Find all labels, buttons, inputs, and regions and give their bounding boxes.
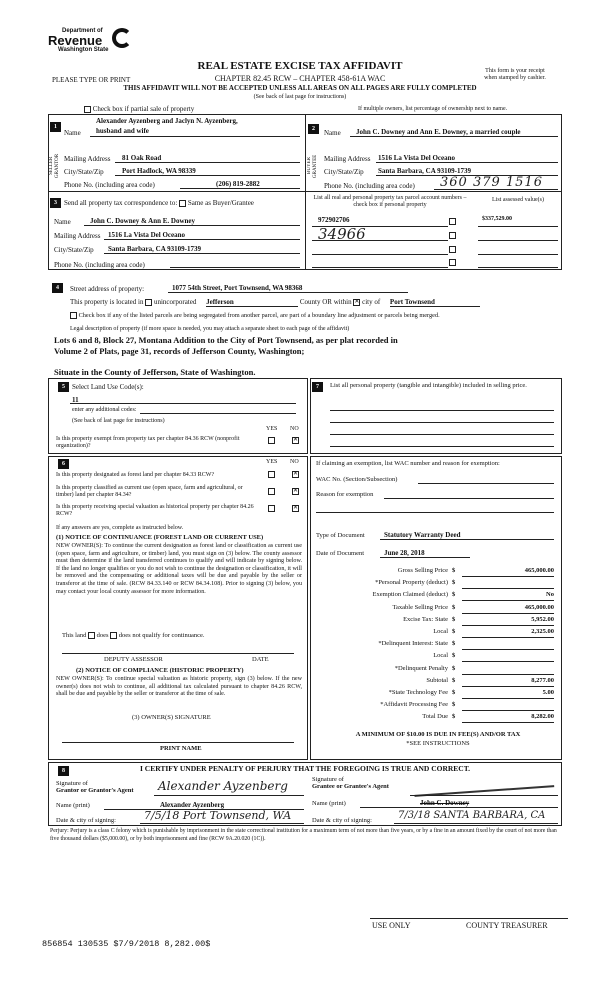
tax-row-label: Local [433,627,448,635]
seller-mailing: 81 Oak Road [122,154,162,162]
cert-title: I CERTIFY UNDER PENALTY OF PERJURY THAT THE FOREGOING IS TRUE AND CORRECT. [140,764,471,773]
tax-row-label: *Delinquent Interest: State [378,640,448,648]
located-row [70,298,560,307]
current-use-no-checkbox[interactable]: ✕ [293,488,299,494]
deputy-date: DATE [252,656,269,663]
tax-row-label: Gross Selling Price [397,567,448,574]
tax-row-currency: $ [452,615,456,623]
seller-mailing-label: Mailing Address [64,155,111,163]
does-checkbox[interactable] [88,632,95,639]
buyer-phone-label: Phone No. (including area code) [324,182,415,190]
unincorporated-label: unincorporated [153,298,197,306]
tax-row-value: 5.00 [462,689,554,699]
buyer-name-label: Name [324,129,341,137]
street-value: 1077 54th Street, Port Townsend, WA 98368 [172,284,303,292]
tax-row-value: 5,952.00 [462,616,554,626]
does-label: does [96,632,109,639]
land-use-yes: YES [266,426,278,432]
sec6-if-yes: If any answers are yes, complete as instructed below. [56,525,184,531]
city-value: Port Townsend [390,298,480,307]
partial-sale-checkbox[interactable] [84,106,91,113]
tax-row-currency: $ [452,591,456,599]
notice1-title: (1) NOTICE OF CONTINUANCE (FOREST LAND OR CURRENT USE) [56,534,264,541]
use-only: USE ONLY [372,921,411,930]
corr-city: Santa Barbara, CA 93109-1739 [108,245,201,253]
tax-row-currency: $ [452,701,456,709]
tax-row [316,712,560,724]
legal-2: Volume 2 of Plats, page 31, records of Jefferson County, Washington; [54,346,305,356]
see-back: (See back of last page for instructions) [253,94,347,100]
grantor-signature[interactable]: Alexander Ayzenberg [158,779,288,793]
grantee-sig-label1: Signature of [312,776,344,783]
tax-row [316,639,560,651]
section-7-badge: 7 [312,382,323,392]
partial-sale [84,105,194,113]
assessed-header: List assessed value(s) [492,197,544,203]
tax-row-label: *Delinquent Penalty [394,664,448,672]
tax-row-value: 465,000.00 [462,567,554,577]
tax-row [316,603,560,615]
please-type: PLEASE TYPE OR PRINT [52,76,131,84]
partial-sale-label: Check box if partial sale of property [92,105,195,113]
buyer-city-label: City/State/Zip [324,168,364,176]
seller-phone: (206) 819-2882 [216,180,260,188]
segregated-checkbox[interactable] [70,312,77,319]
multiple-owners: If multiple owners, list percentage of ownership next to name. [358,106,508,112]
grantor-date: 7/5/18 Port Townsend, WA [144,809,292,822]
corr-phone-label: Phone No. (including area code) [54,261,145,269]
this-land-label: This land [62,632,87,639]
parcel-1-personal-checkbox[interactable] [449,218,456,225]
tax-row-value: 8,282.00 [462,713,554,723]
corr-name-label: Name [54,218,71,226]
section-5-badge: 5 [58,382,69,392]
tax-row [316,676,560,688]
logo [48,28,138,62]
segregated-row [70,312,440,319]
grantee-name: John C. Downey [420,799,470,807]
deputy-assessor: DEPUTY ASSESSOR [104,656,163,663]
forest-yes-checkbox[interactable] [268,471,275,478]
minimum-notice: A MINIMUM OF $10.00 IS DUE IN FEE(S) AND/OR TAX [355,731,521,738]
tax-row-value: 2,325.00 [462,628,554,638]
tax-row [316,566,560,578]
see-instructions: *SEE INSTRUCTIONS [406,740,470,747]
reason-label: Reason for exemption [316,491,374,498]
does-not-label: does not qualify for continuance. [118,632,205,639]
legal-label: Legal description of property (if more space is needed, you may attach a separate sheet to each page of the affidavit) [70,326,350,332]
tax-table [316,566,560,724]
not-accepted: THIS AFFIDAVIT WILL NOT BE ACCEPTED UNLESS ALL AREAS ON ALL PAGES ARE FULLY COMPLETED [123,84,477,92]
land-use-see-back: (See back of last page for instructions) [72,418,165,424]
corr-mailing: 1516 La Vista Del Oceano [108,231,185,239]
seller-name2: husband and wife [96,127,149,135]
tax-row [316,627,560,639]
corr-city-label: City/State/Zip [54,246,94,254]
tax-row-currency: $ [452,713,456,721]
tax-row-currency: $ [452,567,456,574]
corr-mailing-label: Mailing Address [54,232,101,240]
seller-city-label: City/State/Zip [64,168,104,176]
tax-row-currency: $ [452,664,456,672]
current-use-yes-checkbox[interactable] [268,488,275,495]
corr-label-text: Send all property tax correspondence to: [64,199,178,207]
grantee-sig-label2: Grantee or Grantee's Agent [312,783,389,791]
exemption-label: If claiming an exemption, list WAC number and reason for exemption: [316,460,500,467]
any-additional: enter any additional codes: [72,407,137,413]
city-of-checkbox[interactable]: ✕ [354,298,360,305]
county-or-within: County OR within [299,298,352,306]
grantee-date: 7/3/18 SANTA BARBARA, CA [398,810,546,821]
same-as-buyer-label: Same as Buyer/Grantee [187,199,254,207]
land-use-no: NO [290,426,299,432]
exempt-yes-checkbox[interactable] [268,437,275,444]
section-1-badge: 1 [50,122,61,132]
sec6-q2: Is this property classified as current use (open space, farm and agricultural, or timber) land per chapter 84.34? [56,485,243,498]
tax-row-value [462,579,554,589]
county-value: Jefferson [206,298,298,307]
land-use-label: Select Land Use Code(s): [72,383,144,391]
buyer-phone: 360 379 1516 [440,175,543,190]
grantor-sig-label1: Signature of [56,780,88,787]
sec6-no: NO [290,459,299,465]
tax-row-value [462,640,554,650]
form-title: REAL ESTATE EXCISE TAX AFFIDAVIT [197,60,403,72]
buyer-name: John C. Downey and Ann E. Downey, a married couple [356,128,521,136]
seller-tab: SELLER GRANTOR [49,153,60,179]
buyer-mailing: 1516 La Vista Del Oceano [378,154,455,162]
notice1-text: NEW OWNER(S): To continue the current designation as forest land or classification as current use (open space, farm and agriculture, or timber) land, you must sign on (3) below. The county assessor must then determine if the land transferred continues to qualify and will indicate by signing below. If the land no longer qualifies or you do not wish to continue the designation or classification, it will be removed and the compensating or additional taxes will be due and payable by the seller or transferor at the time of sale. (RCW 84.33.140 or RCW 84.34.108). Prior to signing (3) below, you may contact your local county assessor for more information. [56,543,302,595]
tax-row [316,664,560,676]
historic-yes-checkbox[interactable] [268,505,275,512]
exempt-no-checkbox[interactable]: ✕ [293,437,299,443]
located-label: This property is located in [70,298,144,306]
assessed-1: $337,529.00 [482,216,512,222]
wac-label: WAC No. (Section/Subsection) [316,476,398,483]
grantor-name: Alexander Ayzenberg [160,801,225,809]
tax-row-value: No [462,591,554,601]
tax-row-label: Taxable Selling Price [392,603,448,611]
seller-name: Alexander Ayzenberg and Jaclyn N. Ayzenberg, [96,117,238,125]
parcels-header: List all real and personal property tax parcel account numbers – check box if personal property [313,195,467,208]
section-8-badge: 8 [58,766,69,776]
grantor-date-label: Date & city of signing: [56,817,116,824]
seller-phone-label: Phone No. (including area code) [64,181,155,189]
grantor-name-label: Name (print) [56,802,90,809]
unincorporated-checkbox[interactable] [145,299,152,306]
legal-1: Lots 6 and 8, Block 27, Montana Addition to the City of Port Townsend, as per plat recorded in [54,335,398,345]
tax-row [316,700,560,712]
tax-row-currency: $ [452,688,456,696]
tax-row-currency: $ [452,603,456,611]
receipt-note [470,68,560,82]
doc-date: June 28, 2018 [384,549,425,557]
same-as-buyer-checkbox[interactable] [179,200,186,207]
grantor-sig-label2: Grantor or Grantor's Agent [56,787,134,795]
tax-row-label: *Personal Property (deduct) [375,579,448,587]
logo-line3: Washington State [58,46,109,53]
logo-swirl-icon [112,28,132,48]
tax-row-currency: $ [452,627,456,635]
logo-line2: Revenue [48,32,103,48]
personal-label: List all personal property (tangible and intangible) included in selling price. [330,382,527,389]
seller-name-label: Name [64,129,81,137]
grantee-sig-label [312,776,389,791]
tax-row-currency: $ [452,652,456,660]
receipt-stamp: 856854 130535 $7/9/2018 8,282.00$ [42,939,211,949]
tax-row-label: Subtotal [426,676,448,684]
parcel-1: 972902706 [318,216,350,224]
forest-no-checkbox[interactable]: ✕ [293,471,299,477]
tax-row-value [462,665,554,675]
section-2-badge: 2 [308,124,319,134]
parcel-3-personal-checkbox[interactable] [449,246,456,253]
doc-type: Statutory Warranty Deed [384,531,461,539]
historic-no-checkbox[interactable]: ✕ [293,505,299,511]
buyer-city: Santa Barbara, CA 93109-1739 [378,167,471,175]
city-of-label: city of [362,298,381,306]
tax-row [316,688,560,700]
exempt-question: Is this property exempt from property tax per chapter 84.36 RCW (nonprofit organization)? [56,436,240,449]
tax-row [316,615,560,627]
tax-row-label: *State Technology Fee [388,688,448,696]
tax-row-value [462,652,554,662]
tax-row-value: 8,277.00 [462,677,554,687]
tax-row-value: 465,000.00 [462,604,554,614]
tax-row [316,578,560,590]
situate: Situate in the County of Jefferson, State of Washington. [54,367,256,377]
section-4-badge: 4 [52,283,63,293]
receipt-line2: when stamped by cashier. [484,74,546,81]
does-not-checkbox[interactable] [110,632,117,639]
form-chapter: CHAPTER 82.45 RCW – CHAPTER 458-61A WAC [214,74,386,83]
this-land-row [62,632,205,639]
grantee-date-label: Date & city of signing: [312,817,372,824]
doc-type-label: Type of Document [316,532,365,539]
parcel-4-personal-checkbox[interactable] [449,259,456,266]
owner-sig-label: (3) OWNER(S) SIGNATURE [132,714,211,721]
tax-row-currency: $ [452,676,456,684]
tax-row-label: Local [433,652,448,660]
seller-city: Port Hadlock, WA 98339 [122,167,196,175]
doc-date-label: Date of Document [316,550,365,557]
tax-row-label: Excise Tax: State [403,615,448,623]
tax-row [316,651,560,663]
tax-row-value [462,701,554,711]
tax-row-label: Total Due [422,713,448,721]
tax-row-currency: $ [452,579,456,587]
corr-name: John C. Downey & Ann E. Downey [90,217,196,225]
street-label: Street address of property: [70,285,145,293]
tax-row-label: Exemption Claimed (deduct) [372,591,448,599]
logo-line1: Department of [62,28,103,34]
tax-row [316,590,560,602]
perjury-notice: Perjury: Perjury is a class C felony which is punishable by imprisonment in the state correctional institution for a maximum term of not more than five years, or by a fine in an amount fixed by the court of not more than five thousand dollars ($5,000.00), or by both imprisonment and fine (RCW 9A.20.020 (1C)). [50,828,557,842]
section-3-badge: 3 [50,198,61,208]
notice2-text: NEW OWNER(S): To continue special valuation as historic property, sign (3) below. If the new owner(s) does not wish to continue, all additional tax calculated pursuant to chapter 84.26 RCW, shall be due and payable by the seller or transferor at the time of sale. [56,676,302,698]
parcel-2-personal-checkbox[interactable] [449,232,456,239]
sec6-yes: YES [266,459,278,465]
notice2-title: (2) NOTICE OF COMPLIANCE (HISTORIC PROPERTY) [76,667,244,674]
parcel-2: 34966 [318,225,366,243]
segregated-label: Check box if any of the listed parcels are being segregated from another parcel, are part of a boundary line adjustment or parcels being merged. [78,312,440,319]
tax-row-currency: $ [452,640,456,648]
print-name-label: PRINT NAME [160,745,202,752]
section-6-badge: 6 [58,459,69,469]
land-use-code: 11 [72,396,79,404]
grantee-name-label: Name (print) [312,800,346,807]
tax-row-label: *Affidavit Processing Fee [380,701,448,709]
sec6-q1: Is this property designated as forest land per chapter 84.33 RCW? [56,472,215,478]
county-treasurer: COUNTY TREASURER [466,921,548,930]
sec6-q3: Is this property receiving special valuation as historical property per chapter 84.26 RCW? [56,504,254,517]
buyer-tab: BUYER GRANTEE [307,154,318,178]
receipt-line1: This form is your receipt [485,68,545,74]
corr-label [64,199,254,207]
grantor-sig-label [56,780,134,795]
buyer-mailing-label: Mailing Address [324,155,371,163]
